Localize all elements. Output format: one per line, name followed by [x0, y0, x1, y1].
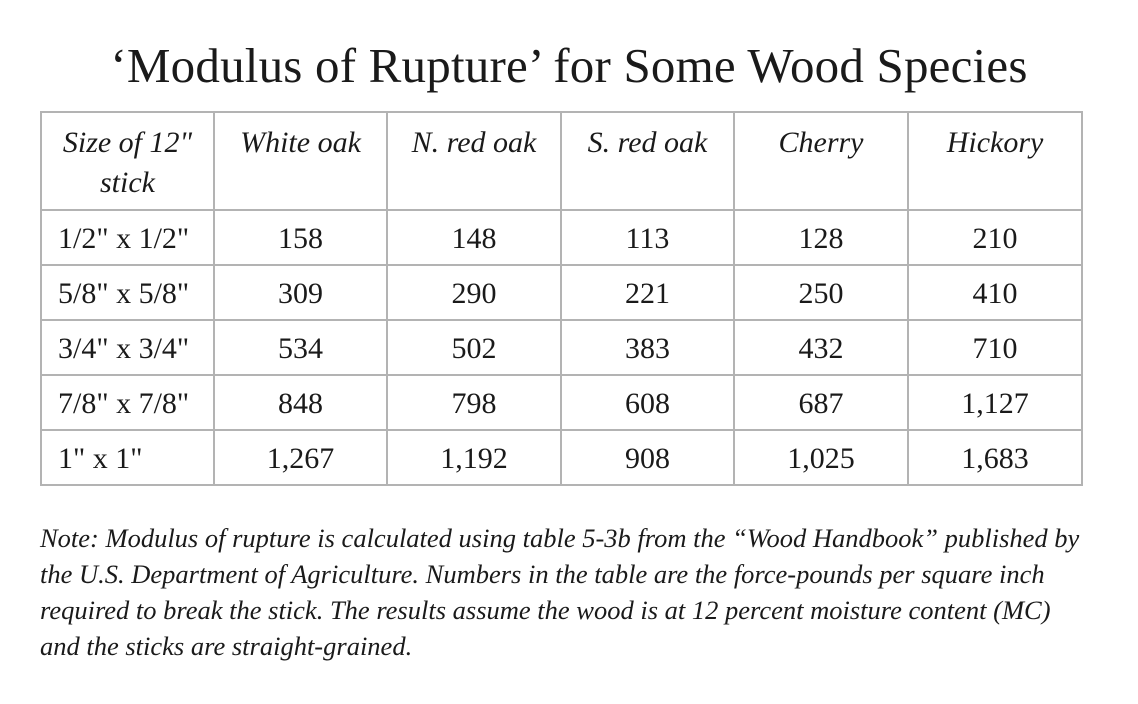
column-header-n-red-oak: N. red oak — [387, 112, 561, 210]
column-header-s-red-oak: S. red oak — [561, 112, 734, 210]
cell-white-oak: 158 — [214, 210, 387, 265]
column-header-size: Size of 12" stick — [41, 112, 214, 210]
cell-white-oak: 848 — [214, 375, 387, 430]
cell-s-red-oak: 608 — [561, 375, 734, 430]
cell-n-red-oak: 798 — [387, 375, 561, 430]
table-row — [41, 210, 1082, 265]
table-row — [41, 265, 1082, 320]
cell-s-red-oak: 113 — [561, 210, 734, 265]
cell-n-red-oak: 148 — [387, 210, 561, 265]
cell-cherry: 128 — [734, 210, 908, 265]
cell-size: 7/8" x 7/8" — [41, 375, 214, 430]
cell-size: 1" x 1" — [41, 430, 214, 485]
table-header-row — [41, 112, 1082, 210]
cell-hickory: 1,683 — [908, 430, 1082, 485]
cell-s-red-oak: 221 — [561, 265, 734, 320]
footnote: Note: Modulus of rupture is calculated using table 5-3b from the “Wood Handbook” published by the U.S. Department of Agriculture. Numbers in the table are the force-pounds per square inch required to break the stick. The results assume the wood is at 12 percent moisture content (MC) and the sticks are straight-grained. — [40, 523, 1080, 661]
column-header-hickory: Hickory — [908, 112, 1082, 210]
cell-hickory: 1,127 — [908, 375, 1082, 430]
cell-hickory: 710 — [908, 320, 1082, 375]
table-row — [41, 320, 1082, 375]
page-title: ‘Modulus of Rupture’ for Some Wood Species — [110, 38, 1028, 93]
column-header-cherry: Cherry — [734, 112, 908, 210]
cell-n-red-oak: 290 — [387, 265, 561, 320]
cell-cherry: 1,025 — [734, 430, 908, 485]
cell-size: 1/2" x 1/2" — [41, 210, 214, 265]
cell-white-oak: 1,267 — [214, 430, 387, 485]
table-row — [41, 375, 1082, 430]
cell-cherry: 687 — [734, 375, 908, 430]
cell-white-oak: 309 — [214, 265, 387, 320]
cell-n-red-oak: 502 — [387, 320, 561, 375]
cell-hickory: 410 — [908, 265, 1082, 320]
cell-n-red-oak: 1,192 — [387, 430, 561, 485]
cell-size: 3/4" x 3/4" — [41, 320, 214, 375]
cell-cherry: 250 — [734, 265, 908, 320]
cell-white-oak: 534 — [214, 320, 387, 375]
cell-s-red-oak: 383 — [561, 320, 734, 375]
table-row — [41, 430, 1082, 485]
column-header-white-oak: White oak — [214, 112, 387, 210]
cell-s-red-oak: 908 — [561, 430, 734, 485]
modulus-table — [40, 111, 1083, 486]
cell-cherry: 432 — [734, 320, 908, 375]
cell-hickory: 210 — [908, 210, 1082, 265]
cell-size: 5/8" x 5/8" — [41, 265, 214, 320]
